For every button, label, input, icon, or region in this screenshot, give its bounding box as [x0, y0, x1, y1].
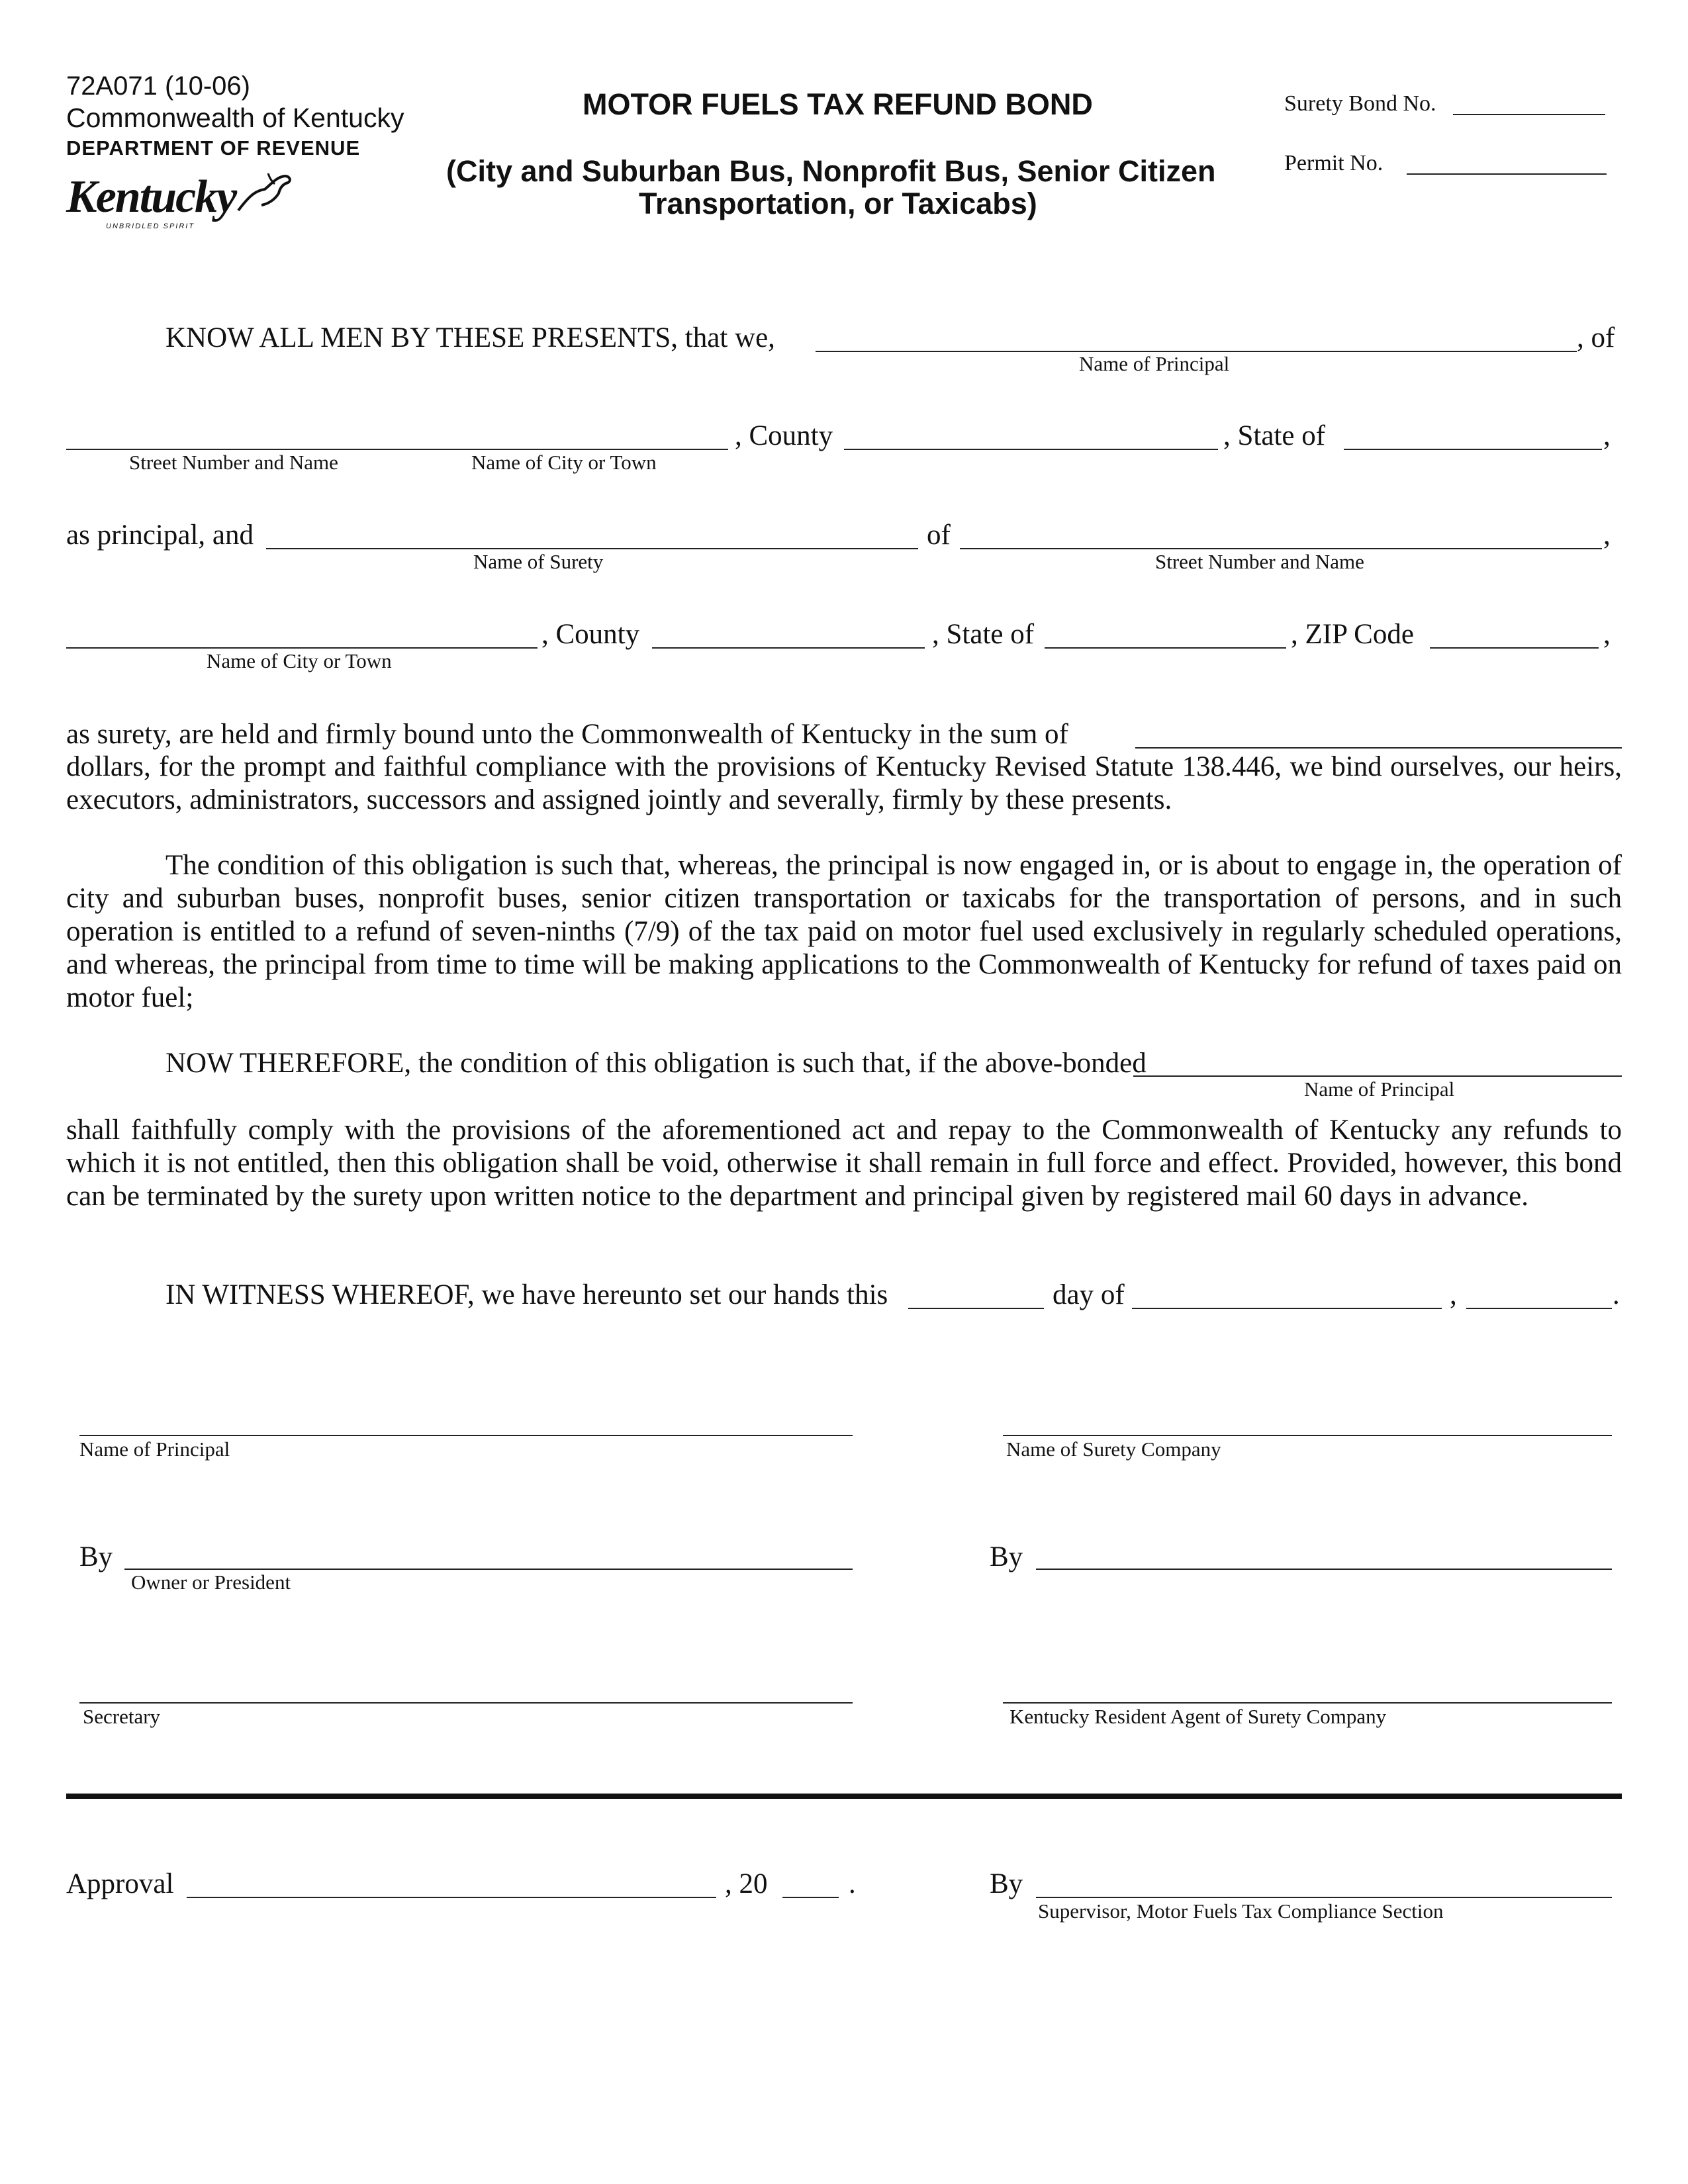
surety-company-label: Name of Surety Company: [1006, 1437, 1221, 1461]
condition-paragraph: The condition of this obligation is such that, whereas, the principal is now engaged in, or is about to engage in, the operation of city and suburban buses, nonprofit buses, senior citizen transportation or taxicabs for the transportation of persons, and in such operation is entitled to a refund of seven-ninths (7/9) of the tax paid on motor fuel used exclusively in regularly scheduled operations, and whereas, the principal from time to time will be making applications to the Commonwealth of Kentucky for refund of taxes paid on motor fuel;: [66, 850, 1622, 1013]
principal-street-city-field[interactable]: [66, 449, 728, 450]
principal-signature-field[interactable]: [79, 1435, 853, 1436]
agency-name: Commonwealth of Kentucky: [66, 103, 404, 133]
approval-year-field[interactable]: [782, 1897, 839, 1898]
surety-bond-label: Surety Bond No.: [1284, 91, 1436, 116]
witness-comma: ,: [1450, 1279, 1457, 1310]
witness-period: .: [1613, 1279, 1620, 1310]
now-therefore-text: NOW THEREFORE, the condition of this obligation is such that, if the above-bonded: [165, 1048, 1147, 1079]
secretary-label: Secretary: [83, 1705, 161, 1728]
principal-signature-label: Name of Principal: [79, 1437, 230, 1461]
approval-year-prefix: , 20: [725, 1868, 768, 1899]
supervisor-signature-field[interactable]: [1036, 1897, 1612, 1898]
of-text-2: of: [927, 520, 951, 551]
as-principal-text: as principal, and: [66, 520, 254, 551]
approval-field[interactable]: [187, 1897, 716, 1898]
county-text: , County: [735, 420, 833, 451]
surety-name-field[interactable]: [266, 548, 918, 549]
surety-by-signature-field[interactable]: [1036, 1569, 1612, 1570]
bonded-principal-field[interactable]: [1133, 1075, 1622, 1077]
principal-county-field[interactable]: [844, 449, 1218, 450]
kentucky-logo: [66, 171, 278, 237]
witness-day-field[interactable]: [908, 1308, 1044, 1309]
bond-amount-field[interactable]: [1135, 747, 1622, 749]
form-title: MOTOR FUELS TAX REFUND BOND: [583, 87, 1093, 121]
surety-street-label: Street Number and Name: [1155, 550, 1364, 573]
logo-tagline: UNBRIDLED SPIRIT: [106, 222, 195, 230]
surety-zip-field[interactable]: [1430, 647, 1599, 649]
form-subtitle-line2: Transportation, or Taxicabs): [639, 187, 1037, 220]
comma-text-3: ,: [1603, 619, 1611, 650]
surety-street-field[interactable]: [960, 548, 1602, 549]
secretary-signature-field[interactable]: [79, 1702, 853, 1704]
comma-text-2: ,: [1603, 520, 1611, 551]
county-text-2: , County: [541, 619, 640, 650]
surety-bond-number-field[interactable]: [1453, 114, 1605, 115]
surety-sum-text: as surety, are held and firmly bound unto the Commonwealth of Kentucky in the sum of: [66, 719, 1068, 750]
comply-paragraph: shall faithfully comply with the provisions of the aforementioned act and repay to the Commonwealth of Kentucky any refunds to which it is not entitled, then this obligation shall be void, otherwise it shall remain in full force and effect. Provided, however, this bond can be terminated by the surety upon written notice to the department and principal given by registered mail 60 days in advance.: [66, 1115, 1622, 1212]
principal-state-field[interactable]: [1344, 449, 1602, 450]
zip-text: , ZIP Code: [1291, 619, 1414, 650]
surety-company-signature-field[interactable]: [1003, 1435, 1612, 1436]
resident-agent-label: Kentucky Resident Agent of Surety Company: [1009, 1705, 1387, 1728]
form-subtitle-line1: (City and Suburban Bus, Nonprofit Bus, Senior Citizen: [446, 154, 1216, 188]
know-all-text: KNOW ALL MEN BY THESE PRESENTS, that we,: [165, 322, 775, 353]
surety-county-field[interactable]: [652, 647, 925, 649]
day-of-text: day of: [1053, 1279, 1125, 1310]
surety-state-field[interactable]: [1045, 647, 1286, 649]
permit-number-field[interactable]: [1407, 173, 1607, 175]
by-left-text: By: [79, 1541, 113, 1572]
principal-name-label: Name of Principal: [1079, 352, 1230, 375]
department-name: DEPARTMENT OF REVENUE: [66, 136, 361, 159]
logo-wordmark: Kentucky: [66, 171, 236, 222]
permit-label: Permit No.: [1284, 151, 1383, 175]
surety-city-label: Name of City or Town: [207, 649, 392, 672]
supervisor-label: Supervisor, Motor Fuels Tax Compliance Section: [1038, 1899, 1444, 1923]
resident-agent-signature-field[interactable]: [1003, 1702, 1612, 1704]
horse-icon: [235, 171, 295, 217]
form-number: 72A071 (10-06): [66, 71, 250, 101]
witness-text: IN WITNESS WHEREOF, we have hereunto set our hands this: [165, 1279, 888, 1310]
state-text-2: , State of: [932, 619, 1035, 650]
bonded-principal-label: Name of Principal: [1304, 1077, 1455, 1101]
approval-label: Approval: [66, 1868, 174, 1899]
approval-by-label: By: [990, 1868, 1023, 1899]
of-text: , of: [1577, 322, 1615, 353]
owner-signature-field[interactable]: [124, 1569, 853, 1570]
by-right-text: By: [990, 1541, 1023, 1572]
witness-month-field[interactable]: [1132, 1308, 1442, 1309]
witness-year-field[interactable]: [1466, 1308, 1612, 1309]
comma-text: ,: [1603, 420, 1611, 451]
owner-label: Owner or President: [131, 1570, 291, 1594]
section-divider: [66, 1794, 1622, 1799]
approval-period: .: [849, 1868, 856, 1899]
surety-city-field[interactable]: [66, 647, 538, 649]
dollars-paragraph: dollars, for the prompt and faithful compliance with the provisions of Kentucky Revised Statute 138.446, we bind ourselves, our heirs, executors, administrators, successors and assigned jointly and severally, firmly by these presents.: [66, 751, 1622, 815]
surety-name-label: Name of Surety: [473, 550, 604, 573]
city-label: Name of City or Town: [471, 451, 657, 474]
street-label: Street Number and Name: [129, 451, 338, 474]
state-text: , State of: [1223, 420, 1326, 451]
